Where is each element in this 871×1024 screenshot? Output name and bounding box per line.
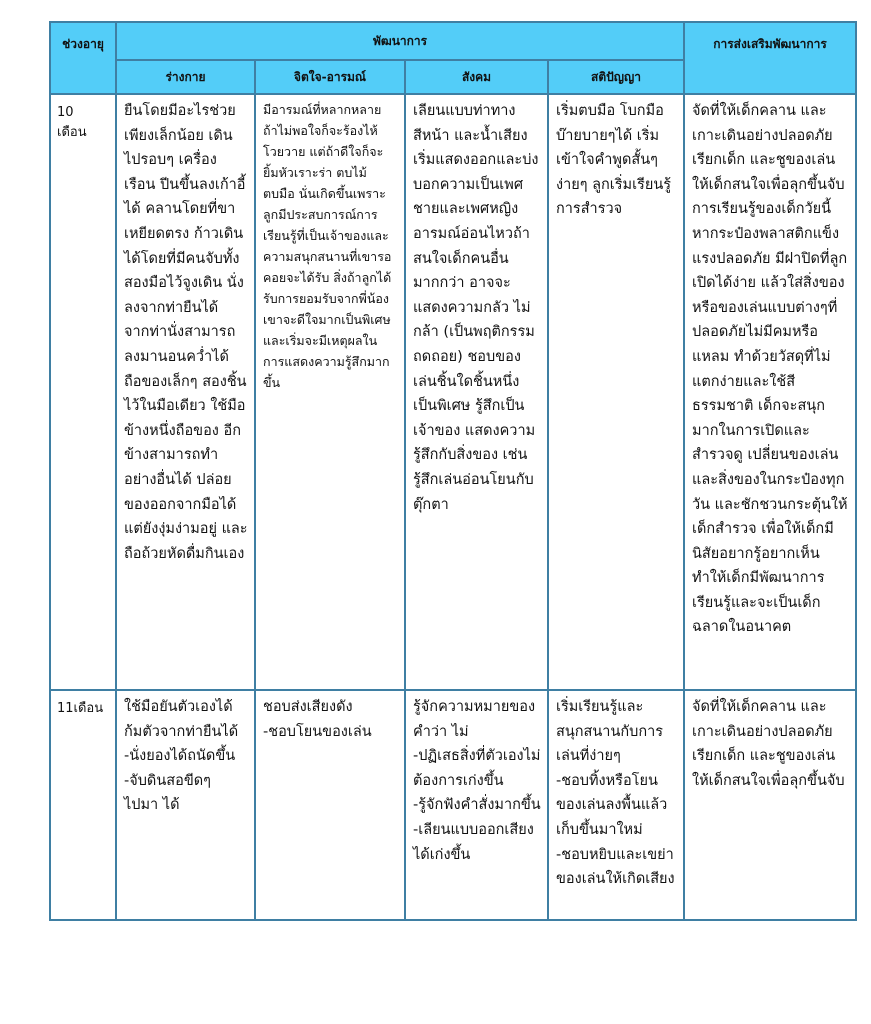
emotional-cell: ชอบส่งเสียงดัง -ชอบโยนของเล่น bbox=[255, 690, 405, 920]
age-cell: 11เดือน bbox=[50, 690, 116, 920]
header-promotion: การส่งเสริมพัฒนาการ bbox=[684, 22, 856, 94]
header-physical: ร่างกาย bbox=[116, 60, 255, 94]
development-table-container bbox=[49, 21, 857, 921]
intellectual-cell: เริ่มเรียนรู้และสนุกสนานกับการเล่นที่ง่ายๆ -ชอบทิ้งหรือโยนของเล่นลงพื้นแล้วเก็บขึ้นมาใหม่ -ชอบหยิบและเขย่าของเล่นให้เกิดเสียง bbox=[548, 690, 684, 920]
age-cell: 10 เดือน bbox=[50, 94, 116, 690]
table-row bbox=[50, 94, 856, 690]
child-development-table bbox=[49, 21, 857, 921]
physical-cell: ใช้มือยันตัวเองได้ ก้มตัวจากท่ายืนได้ -นั่งยองได้ถนัดขึ้น -จับดินสอขีดๆ ไปมา ได้ bbox=[116, 690, 255, 920]
table-body bbox=[50, 94, 856, 920]
header-development: พัฒนาการ bbox=[116, 22, 684, 60]
intellectual-cell: เริ่มตบมือ โบกมือบ๊ายบายๆได้ เริ่มเข้าใจคำพูดสั้นๆ ง่ายๆ ลูกเริ่มเรียนรู้การสำรวจ bbox=[548, 94, 684, 690]
table-header bbox=[50, 22, 856, 94]
promotion-cell: จัดที่ให้เด็กคลาน และเกาะเดินอย่างปลอดภัย เรียกเด็ก และชูของเล่นให้เด็กสนใจเพื่อลุกขึ้นจับ bbox=[684, 690, 856, 920]
header-age-range: ช่วงอายุ bbox=[50, 22, 116, 94]
social-cell: รู้จักความหมายของคำว่า ไม่ -ปฏิเสธสิ่งที่ตัวเองไม่ต้องการเก่งขึ้น -รู้จักฟังคำสั่งมากขึ้น -เลียนแบบออกเสียงได้เก่งขึ้น bbox=[405, 690, 548, 920]
physical-cell: ยืนโดยมีอะไรช่วยเพียงเล็กน้อย เดินไปรอบๆ เครื่องเรือน ปีนขึ้นลงเก้าอี้ได้ คลานโดยที่ขาเหยียดตรง ก้าวเดินได้โดยที่มีคนจับทั้งสองมือไว้จูงเดิน นั่งลงจากท่ายืนได้ จากท่านั่งสามารถลงมานอนคว่ำได้ ถือของเล็กๆ สองชิ้นไว้ในมือเดียว ใช้มือข้างหนึ่งถือของ อีกข้างสามารถทำอย่างอื่นได้ ปล่อยของออกจากมือได้ แต่ยังงุ่มง่ามอยู่ และถือถ้วยหัดดื่มกินเอง bbox=[116, 94, 255, 690]
header-intellectual: สติปัญญา bbox=[548, 60, 684, 94]
table-row bbox=[50, 690, 856, 920]
promotion-cell: จัดที่ให้เด็กคลาน และเกาะเดินอย่างปลอดภัย เรียกเด็ก และชูของเล่นให้เด็กสนใจเพื่อลุกขึ้นจับ การเรียนรู้ของเด็กวัยนี้ หากระป๋องพลาสติกแข็งแรงปลอดภัย มีฝาปิดที่ลูกเปิดได้ง่าย แล้วใส่สิ่งของหรือของเล่นแบบต่างๆที่ปลอดภัยไม่มีคมหรือแหลม ทำด้วยวัสดุที่ไม่แตกง่ายและใช้สีธรรมชาติ เด็กจะสนุกมากในการเปิดและสำรวจดู เปลี่ยนของเล่นและสิ่งของในกระป๋องทุกวัน และชักชวนกระตุ้นให้เด็กสำรวจ เพื่อให้เด็กมีนิสัยอยากรู้อยากเห็น ทำให้เด็กมีพัฒนาการเรียนรู้และจะเป็นเด็กฉลาดในอนาคต bbox=[684, 94, 856, 690]
header-social: สังคม bbox=[405, 60, 548, 94]
social-cell: เลียนแบบท่าทางสีหน้า และน้ำเสียง เริ่มแสดงออกและบ่งบอกความเป็นเพศชายและเพศหญิง อารมณ์อ่อนไหวถ้าสนใจเด็กคนอื่นมากกว่า อาจจะแสดงความกลัว ไม่กล้า (เป็นพฤติกรรมถดถอย) ชอบของเล่นชิ้นใดชิ้นหนึ่งเป็นพิเศษ รู้สึกเป็นเจ้าของ แสดงความรู้สึกกับสิ่งของ เช่น รู้สึกเล่นอ่อนโยนกับตุ๊กตา bbox=[405, 94, 548, 690]
emotional-cell: มีอารมณ์ที่หลากหลาย ถ้าไม่พอใจก็จะร้องไห้โวยวาย แต่ถ้าดีใจก็จะยิ้มหัวเราะร่า ตบไม้ตบมือ นั่นเกิดขึ้นเพราะลูกมีประสบการณ์การเรียนรู้ที่เป็นเจ้าของและความสนุกสนานที่เขารอคอยจะได้รับ สิ่งถ้าลูกได้รับการยอมรับจากพี่น้อง เขาจะดีใจมากเป็นพิเศษและเริ่มจะมีเหตุผลในการแสดงความรู้สึกมากขึ้น bbox=[255, 94, 405, 690]
header-emotional: จิตใจ-อารมณ์ bbox=[255, 60, 405, 94]
